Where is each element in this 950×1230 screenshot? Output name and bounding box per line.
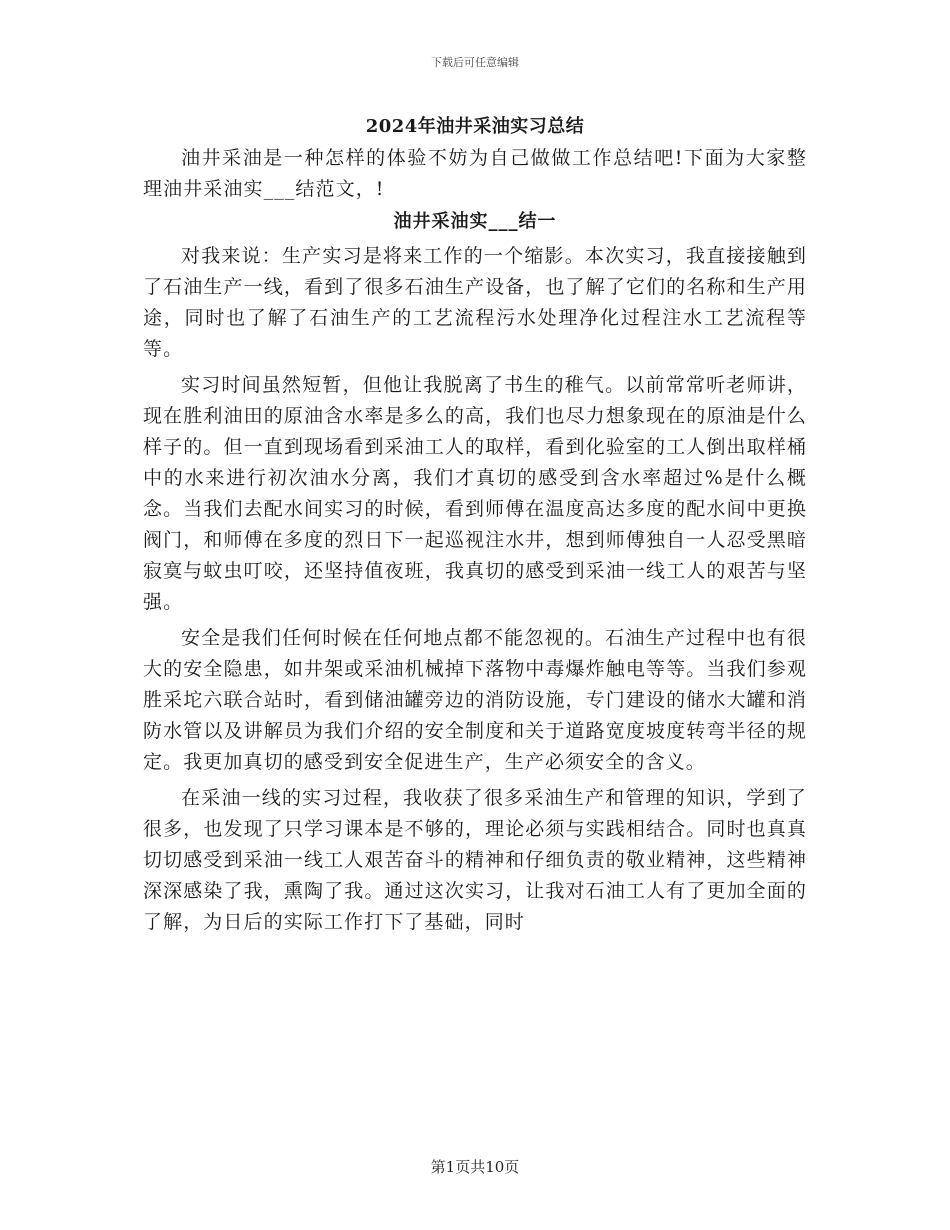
body-paragraph-3: 安全是我们任何时候在任何地点都不能忽视的。石油生产过程中也有很大的安全隐患，如井架或采油机械掉下落物中毒爆炸触电等等。当我们参观胜采坨六联合站时，看到储油罐旁边的消防设施，专门建设的储水大罐和消防水管以及讲解员为我们介绍的安全制度和关于道路宽度坡度转弯半径的规定。我更加真切的感受到安全促进生产，生产必须安全的含义。 [143, 627, 807, 773]
document-title: 2024年油井采油实习总结 [365, 116, 585, 137]
body-paragraph-2: 实习时间虽然短暂，但他让我脱离了书生的稚气。以前常常听老师讲，现在胜利油田的原油含水率是多么的高，我们也尽力想象现在的原油是什么样子的。但一直到现场看到采油工人的取样，看到化验室的工人倒出取样桶中的水来进行初次油水分离，我们才真切的感受到含水率超过%是什么概念。当我们去配水间实习的时候，看到师傅在温度高达多度的配水间中更换阀门，和师傅在多度的烈日下一起巡视注水井，想到师傅独自一人忍受黑暗寂寞与蚊虫叮咬，还坚持值夜班，我真切的感受到采油一线工人的艰苦与坚强。 [143, 374, 807, 613]
intro-paragraph: 油井采油是一种怎样的体验不妨为自己做做工作总结吧!下面为大家整理油井采油实___结范文，! [143, 147, 807, 200]
document-body [143, 111, 807, 938]
section-title: 油井采油实___结一 [393, 211, 557, 232]
header-note: 下载后可任意编辑 [431, 56, 519, 69]
body-paragraph-4: 在采油一线的实习过程，我收获了很多采油生产和管理的知识，学到了很多，也发现了只学习课本是不够的，理论必须与实践相结合。同时也真真切切感受到采油一线工人艰苦奋斗的精神和仔细负责的敬业精神，这些精神深深感染了我，熏陶了我。通过这次实习，让我对石油工人有了更加全面的了解，为日后的实际工作打下了基础，同时 [143, 787, 807, 933]
page-footer: 第1页共10页 [430, 1158, 520, 1176]
body-paragraph-1: 对我来说：生产实习是将来工作的一个缩影。本次实习，我直接接触到了石油生产一线，看到了很多石油生产设备，也了解了它们的名称和生产用途，同时也了解了石油生产的工艺流程污水处理净化过程注水工艺流程等等。 [143, 245, 807, 360]
